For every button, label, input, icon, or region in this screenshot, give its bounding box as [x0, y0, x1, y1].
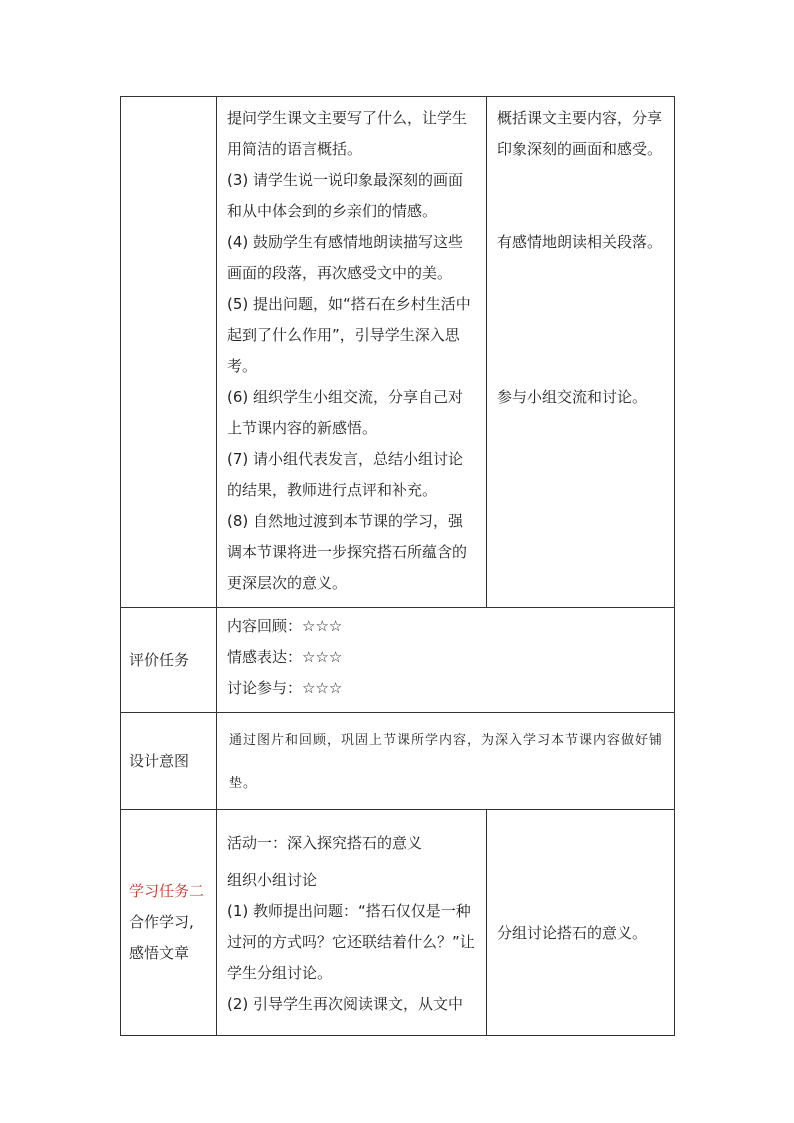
- evaluation-item: 情感表达：☆☆☆: [227, 648, 343, 666]
- design-text: 通过图片和回顾，巩固上节课所学内容，为深入学习本节课内容做好铺垫。: [229, 733, 664, 791]
- design-label-cell: [121, 713, 217, 810]
- group-discussion-heading: 组织小组讨论: [227, 871, 318, 889]
- teacher-line: (7) 请小组代表发言，总结小组讨论的结果，教师进行点评和补充。: [227, 450, 464, 499]
- teacher-line: 提问学生课文主要写了什么，让学生用简洁的语言概括。: [227, 109, 468, 158]
- teacher-line: (5) 提出问题，如“搭石在乡村生活中起到了什么作用”，引导学生深入思考。: [227, 295, 471, 375]
- evaluation-item: 讨论参与：☆☆☆: [227, 679, 343, 697]
- student-activity: 有感情地朗读相关段落。: [497, 233, 663, 251]
- activity-title: 活动一：深入探究搭石的意义: [227, 834, 423, 852]
- evaluation-content: [217, 608, 675, 713]
- task2-label-line: 感悟文章: [129, 944, 190, 962]
- design-label: 设计意图: [129, 751, 190, 770]
- evaluation-label-cell: [121, 608, 217, 713]
- row1-label-cell: [121, 97, 217, 608]
- design-content: [217, 713, 675, 810]
- row-task2: [121, 810, 675, 1036]
- teacher-line: (4) 鼓励学生有感情地朗读描写这些画面的段落，再次感受文中的美。: [227, 233, 464, 282]
- teacher-line: (6) 组织学生小组交流，分享自己对上节课内容的新感悟。: [227, 388, 464, 437]
- student-activity: 概括课文主要内容，分享印象深刻的画面和感受。: [497, 109, 663, 158]
- row-evaluation: [121, 608, 675, 713]
- row1-student-activities: [487, 97, 675, 608]
- teacher-line: (2) 引导学生再次阅读课文，从文中: [227, 995, 464, 1013]
- evaluation-label: 评价任务: [129, 650, 190, 669]
- task2-teacher-activities: [217, 810, 487, 1036]
- task2-student-activities: [487, 810, 675, 1036]
- task2-label-cell: [121, 810, 217, 1036]
- evaluation-item: 内容回顾：☆☆☆: [227, 617, 343, 635]
- teacher-line: (3) 请学生说一说印象最深刻的画面和从中体会到的乡亲们的情感。: [227, 171, 464, 220]
- row1-teacher-activities: [217, 97, 487, 608]
- task2-label-red: 学习任务二: [129, 882, 205, 900]
- student-activity: 参与小组交流和讨论。: [497, 388, 648, 406]
- teacher-line: (1) 教师提出问题：“搭石仅仅是一种过河的方式吗？它还联结着什么？”让学生分组讨论。: [227, 902, 475, 982]
- student-activity: 分组讨论搭石的意义。: [497, 924, 648, 942]
- teacher-line: (8) 自然地过渡到本节课的学习，强调本节课将进一步探究搭石所蕴含的更深层次的意义。: [227, 512, 468, 592]
- row-design-intent: [121, 713, 675, 810]
- task2-label-line: 合作学习,: [129, 913, 194, 931]
- lesson-plan-table: [120, 96, 675, 1036]
- row-task1-continued: [121, 97, 675, 608]
